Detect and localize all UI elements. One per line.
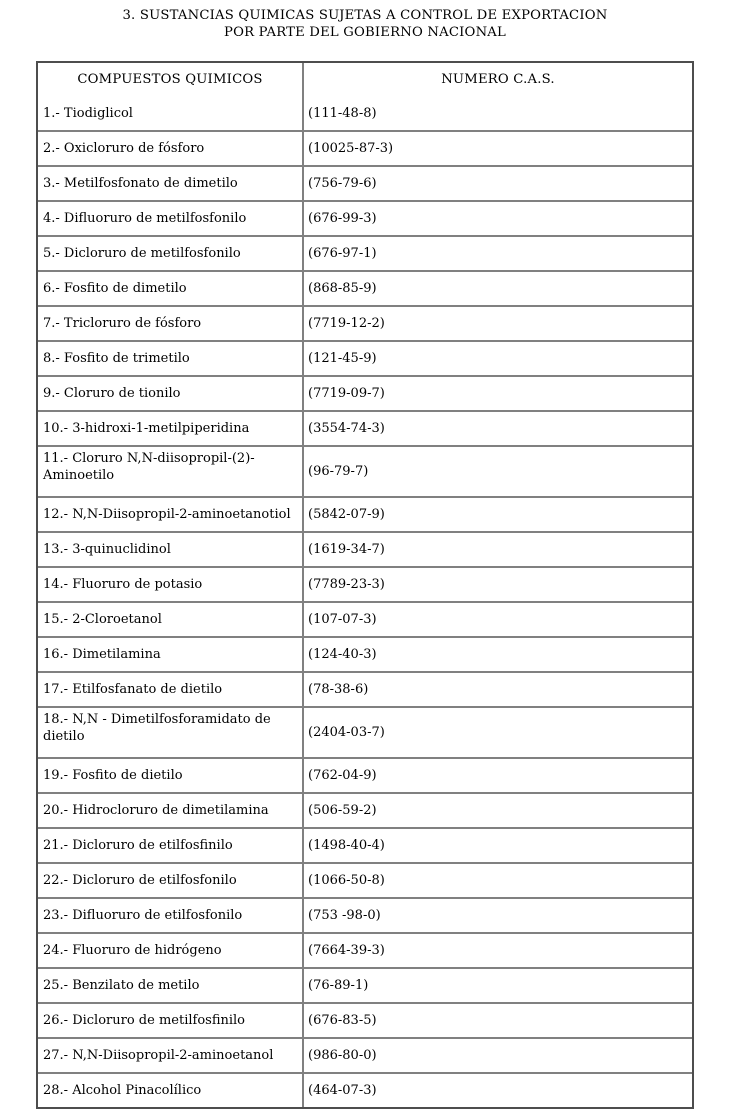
cell-cas-number: (3554-74-3)	[304, 412, 692, 447]
cell-cas-number: (78-38-6)	[304, 673, 692, 708]
cell-cas-number: (121-45-9)	[304, 342, 692, 377]
cell-cas-number: (506-59-2)	[304, 794, 692, 829]
cell-compound: 15.- 2-Cloroetanol	[38, 603, 304, 638]
table-row	[38, 498, 692, 533]
cell-compound: 11.- Cloruro N,N-diisopropil-(2)-Aminoetilo	[38, 447, 304, 498]
cell-cas-number: (10025-87-3)	[304, 132, 692, 167]
cell-cas-number: (124-40-3)	[304, 638, 692, 673]
cell-cas-number: (111-48-8)	[304, 97, 692, 132]
table-row	[38, 934, 692, 969]
cell-compound: 24.- Fluoruro de hidrógeno	[38, 934, 304, 969]
cell-cas-number: (756-79-6)	[304, 167, 692, 202]
cell-cas-number: (986-80-0)	[304, 1039, 692, 1074]
cell-compound: 28.- Alcohol Pinacolílico	[38, 1074, 304, 1107]
cell-cas-number: (107-07-3)	[304, 603, 692, 638]
cell-cas-number: (1619-34-7)	[304, 533, 692, 568]
table-row	[38, 568, 692, 603]
cell-cas-number: (76-89-1)	[304, 969, 692, 1004]
table-row	[38, 202, 692, 237]
table-row	[38, 759, 692, 794]
cell-compound: 5.- Dicloruro de metilfosfonilo	[38, 237, 304, 272]
cell-compound: 23.- Difluoruro de etilfosfonilo	[38, 899, 304, 934]
column-header-compound: COMPUESTOS QUIMICOS	[38, 63, 304, 97]
cell-cas-number: (676-99-3)	[304, 202, 692, 237]
cell-cas-number: (2404-03-7)	[304, 708, 692, 759]
chemical-substances-table	[36, 61, 694, 1109]
cell-compound: 13.- 3-quinuclidinol	[38, 533, 304, 568]
cell-cas-number: (1498-40-4)	[304, 829, 692, 864]
cell-cas-number: (676-83-5)	[304, 1004, 692, 1039]
cell-cas-number: (676-97-1)	[304, 237, 692, 272]
cell-compound: 21.- Dicloruro de etilfosfinilo	[38, 829, 304, 864]
cell-compound: 22.- Dicloruro de etilfosfonilo	[38, 864, 304, 899]
table-row	[38, 673, 692, 708]
chemical-substances-table-container	[36, 61, 694, 1109]
cell-compound: 26.- Dicloruro de metilfosfinilo	[38, 1004, 304, 1039]
cell-compound: 1.- Tiodiglicol	[38, 97, 304, 132]
cell-compound: 14.- Fluoruro de potasio	[38, 568, 304, 603]
table-row	[38, 412, 692, 447]
cell-compound: 18.- N,N - Dimetilfosforamidato de dietilo	[38, 708, 304, 759]
table-row	[38, 899, 692, 934]
table-row	[38, 638, 692, 673]
table-body	[38, 97, 692, 1107]
table-row	[38, 1039, 692, 1074]
cell-compound: 16.- Dimetilamina	[38, 638, 304, 673]
table-row	[38, 97, 692, 132]
cell-compound: 20.- Hidrocloruro de dimetilamina	[38, 794, 304, 829]
cell-cas-number: (96-79-7)	[304, 447, 692, 498]
table-row	[38, 132, 692, 167]
cell-cas-number: (7664-39-3)	[304, 934, 692, 969]
cell-compound: 8.- Fosfito de trimetilo	[38, 342, 304, 377]
cell-compound: 7.- Tricloruro de fósforo	[38, 307, 304, 342]
cell-cas-number: (7719-09-7)	[304, 377, 692, 412]
table-row	[38, 342, 692, 377]
table-header	[38, 63, 692, 97]
table-row	[38, 1004, 692, 1039]
cell-cas-number: (868-85-9)	[304, 272, 692, 307]
table-row	[38, 167, 692, 202]
cell-cas-number: (464-07-3)	[304, 1074, 692, 1107]
cell-cas-number: (1066-50-8)	[304, 864, 692, 899]
page-title-line-1: 3. SUSTANCIAS QUIMICAS SUJETAS A CONTROL DE EXPORTACION	[122, 8, 608, 23]
cell-compound: 12.- N,N-Diisopropil-2-aminoetanotiol	[38, 498, 304, 533]
table-row	[38, 307, 692, 342]
table-row	[38, 272, 692, 307]
table-row	[38, 533, 692, 568]
table-header-row	[38, 63, 692, 97]
table-row	[38, 969, 692, 1004]
cell-compound: 27.- N,N-Diisopropil-2-aminoetanol	[38, 1039, 304, 1074]
cell-cas-number: (753 -98-0)	[304, 899, 692, 934]
cell-compound: 9.- Cloruro de tionilo	[38, 377, 304, 412]
table-row	[38, 603, 692, 638]
cell-compound: 2.- Oxicloruro de fósforo	[38, 132, 304, 167]
page-title	[0, 0, 730, 41]
table-row	[38, 1074, 692, 1107]
cell-compound: 4.- Difluoruro de metilfosfonilo	[38, 202, 304, 237]
table-row	[38, 829, 692, 864]
table-row	[38, 794, 692, 829]
cell-compound: 19.- Fosfito de dietilo	[38, 759, 304, 794]
table-row	[38, 447, 692, 498]
cell-compound: 17.- Etilfosfanato de dietilo	[38, 673, 304, 708]
table-row	[38, 377, 692, 412]
table-row	[38, 237, 692, 272]
cell-cas-number: (762-04-9)	[304, 759, 692, 794]
table-row	[38, 708, 692, 759]
cell-cas-number: (5842-07-9)	[304, 498, 692, 533]
table-row	[38, 864, 692, 899]
cell-compound: 25.- Benzilato de metilo	[38, 969, 304, 1004]
cell-compound: 3.- Metilfosfonato de dimetilo	[38, 167, 304, 202]
cell-compound: 6.- Fosfito de dimetilo	[38, 272, 304, 307]
cell-cas-number: (7719-12-2)	[304, 307, 692, 342]
cell-compound: 10.- 3-hidroxi-1-metilpiperidina	[38, 412, 304, 447]
column-header-cas: NUMERO C.A.S.	[304, 63, 692, 97]
cell-cas-number: (7789-23-3)	[304, 568, 692, 603]
page-title-line-2: POR PARTE DEL GOBIERNO NACIONAL	[224, 25, 506, 40]
